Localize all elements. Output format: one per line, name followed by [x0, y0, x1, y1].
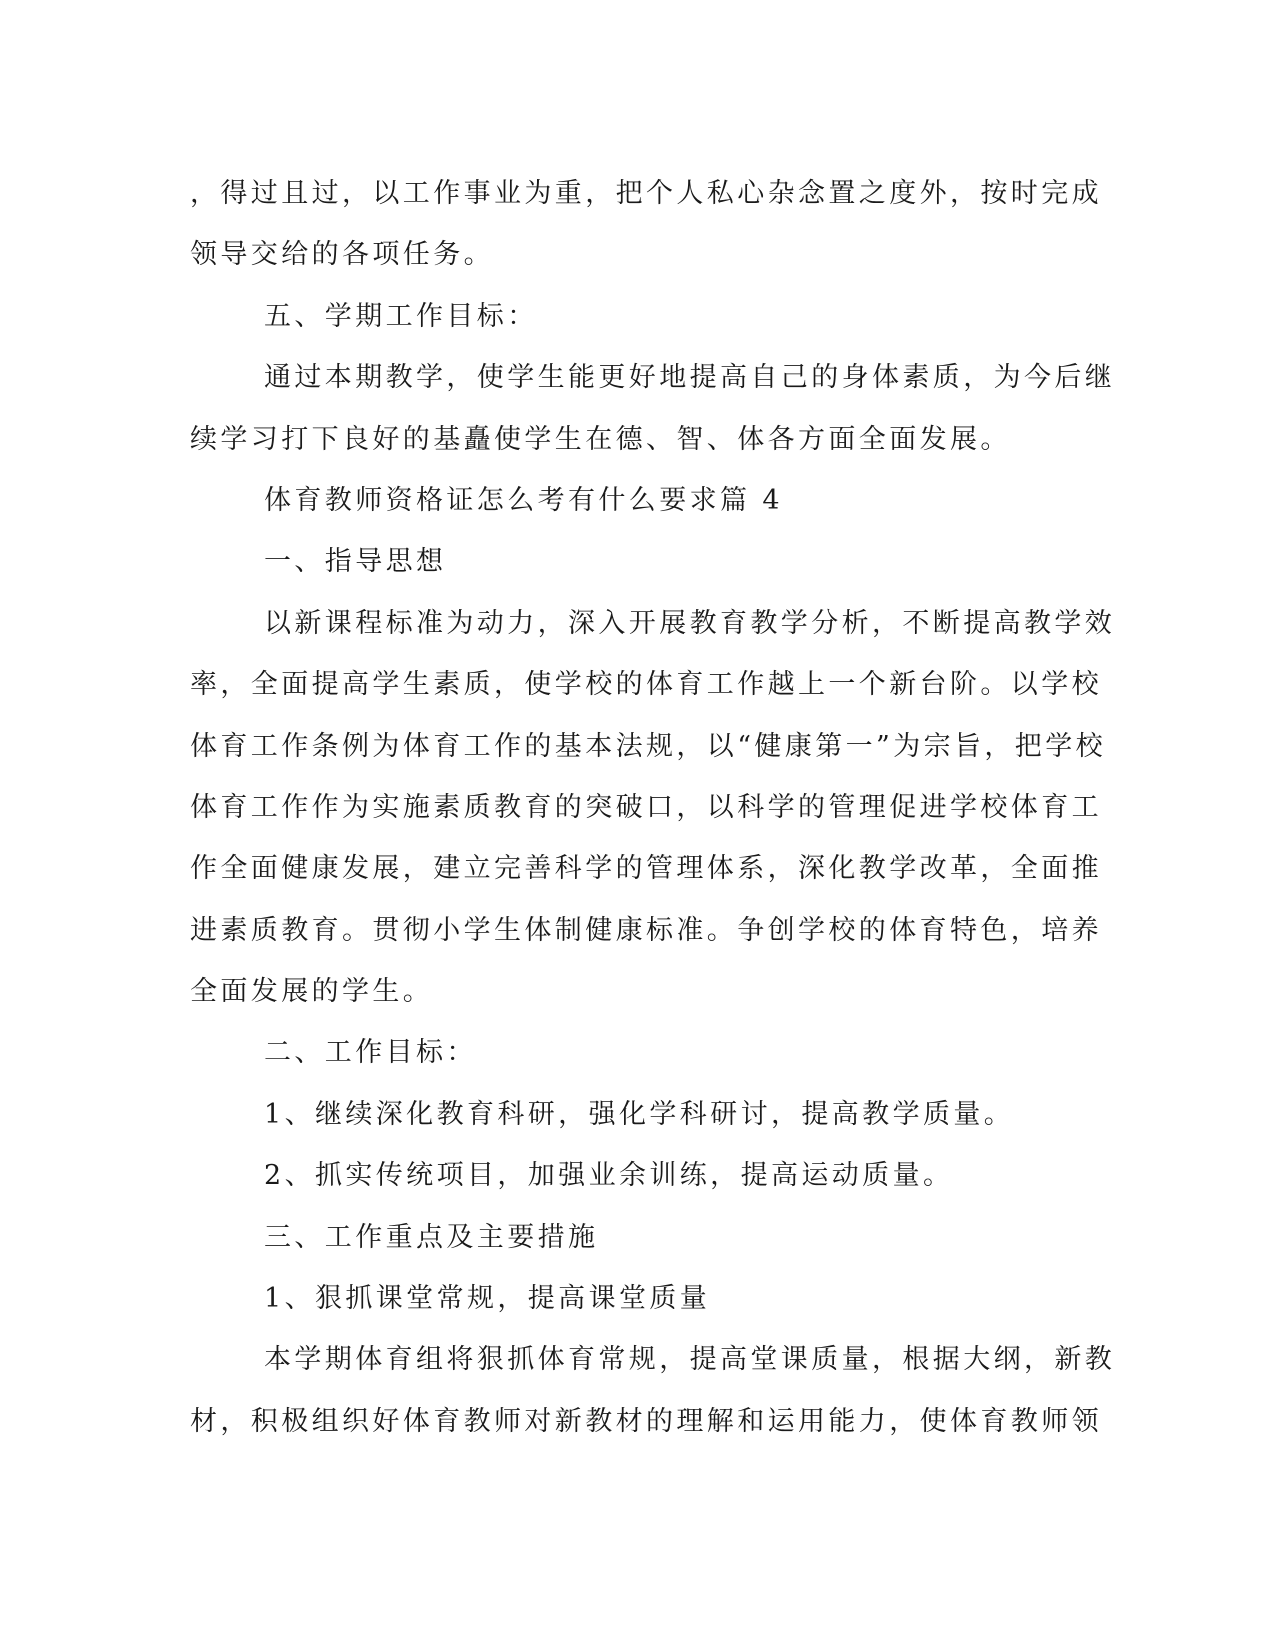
text-line: 领导交给的各项任务。	[190, 239, 494, 271]
text-line: 材，积极组织好体育教师对新教材的理解和运用能力，使体育教师领	[190, 1405, 1102, 1437]
text-line: ，得过且过，以工作事业为重，把个人私心杂念置之度外，按时完成	[190, 178, 1102, 209]
text-line: 全面发展的学生。	[190, 976, 434, 1008]
text-line: 作全面健康发展，建立完善科学的管理体系，深化教学改革，全面推	[190, 853, 1102, 885]
text-line: 率，全面提高学生素质，使学校的体育工作越上一个新台阶。以学校	[190, 669, 1102, 701]
list-item: 2、抓实传统项目，加强业余训练，提高运动质量。	[264, 1160, 954, 1192]
text-line: 体育工作作为实施素质教育的突破口，以科学的管理促进学校体育工	[190, 791, 1102, 823]
subsection-heading: 1、狠抓课堂常规，提高课堂质量	[264, 1283, 711, 1315]
text-line: 以新课程标准为动力，深入开展教育教学分析，不断提高教学效	[264, 607, 1116, 639]
text-line: 体育工作条例为体育工作的基本法规，以“健康第一”为宗旨，把学校	[190, 730, 1107, 762]
section-heading: 一、指导思想	[264, 546, 447, 578]
text-line: 本学期体育组将狠抓体育常规，提高堂课质量，根据大纲，新教	[264, 1344, 1116, 1376]
section-heading: 三、工作重点及主要措施	[264, 1221, 599, 1253]
section-heading: 五、学期工作目标：	[264, 300, 538, 332]
list-item: 1、继续深化教育科研，强化学科研讨，提高教学质量。	[264, 1098, 1015, 1130]
article-title: 体育教师资格证怎么考有什么要求篇 4	[264, 484, 783, 516]
document-body	[190, 163, 1116, 1452]
text-line: 续学习打下良好的基矗使学生在德、智、体各方面全面发展。	[190, 423, 1011, 455]
text-line: 进素质教育。贯彻小学生体制健康标准。争创学校的体育特色，培养	[190, 914, 1102, 946]
section-heading: 二、工作目标：	[264, 1037, 477, 1069]
text-line: 通过本期教学，使学生能更好地提高自己的身体素质，为今后继	[264, 362, 1116, 394]
